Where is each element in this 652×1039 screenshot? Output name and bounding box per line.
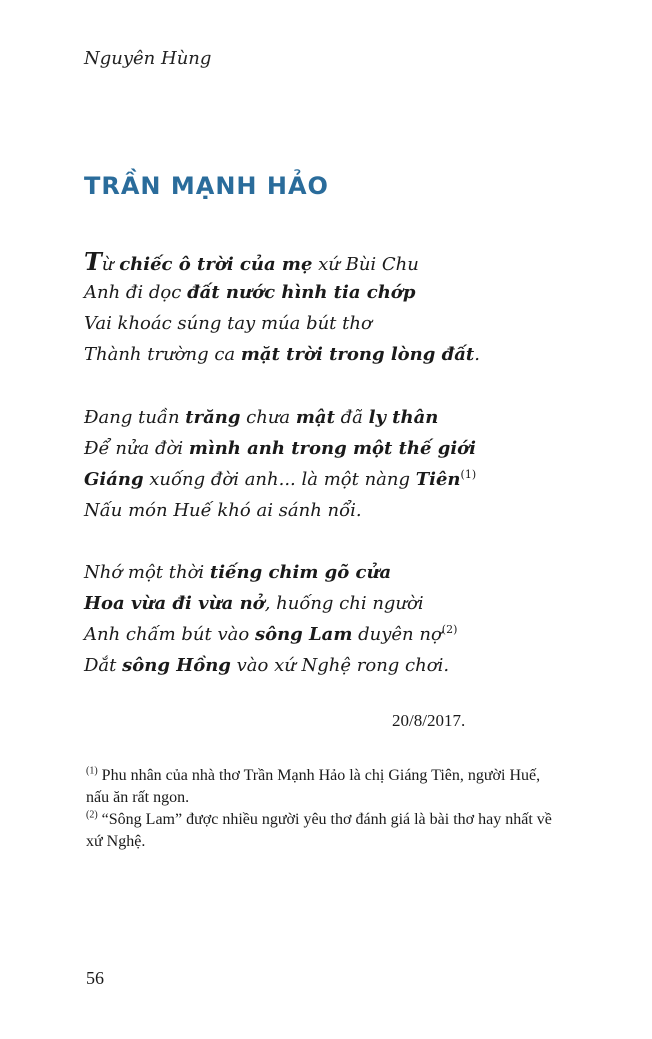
text-run: chưa (240, 407, 296, 428)
text-run: Đang tuần (84, 407, 186, 428)
emphasis-run: đất nước hình tia chớp (187, 282, 416, 303)
footnote-mark: (2) (86, 809, 98, 821)
drop-letter: T (84, 247, 102, 276)
text-run: , huống chi người (264, 593, 424, 614)
footnotes (86, 765, 566, 853)
poem-line (84, 433, 476, 464)
poem-line (84, 339, 480, 370)
emphasis-run: chiếc ô trời của mẹ (119, 254, 313, 275)
emphasis-run: Tiên (415, 469, 461, 490)
poem-line (84, 277, 480, 308)
poem-line (84, 246, 480, 277)
poem-line (84, 619, 457, 650)
emphasis-run: mặt trời trong lòng đất (240, 344, 475, 365)
footnote-1 (86, 765, 566, 809)
emphasis-run: Hoa vừa đi vừa nở (84, 593, 265, 614)
text-run: Anh chấm bút vào (84, 624, 255, 645)
poem-line (84, 308, 480, 339)
text-run: ừ (101, 254, 120, 275)
text-run: Nấu món Huế khó ai sánh nổi. (84, 500, 362, 521)
page-number: 56 (86, 968, 104, 988)
emphasis-run: tiếng chim gõ cửa (209, 562, 392, 583)
text-run: Thành trường ca (84, 344, 241, 365)
text-run: Vai khoác súng tay múa bút thơ (84, 313, 372, 334)
text-run: xứ Bùi Chu (312, 254, 419, 275)
emphasis-run: sông Hồng (122, 655, 231, 676)
text-run: duyên nợ (352, 624, 442, 645)
poem-line (84, 588, 457, 619)
text-run: Anh đi dọc (84, 282, 188, 303)
footnote-text: Phu nhân của nhà thơ Trần Mạnh Hảo là chị Giáng Tiên, người Huế, nấu ăn rất ngon. (86, 767, 541, 806)
emphasis-run: trăng (185, 407, 241, 428)
emphasis-run: Giáng (84, 469, 144, 490)
footnote-ref-1: (1) (460, 468, 477, 481)
emphasis-run: ly thân (368, 407, 439, 428)
text-run: . (474, 344, 480, 365)
emphasis-run: sông Lam (254, 624, 353, 645)
poem-line (84, 495, 476, 526)
poem-line (84, 402, 476, 433)
footnote-mark: (1) (86, 765, 98, 777)
text-run: Nhớ một thời (84, 562, 210, 583)
text-run: vào xứ Nghệ rong chơi. (230, 655, 450, 676)
stanza-1 (84, 246, 480, 370)
running-header-author: Nguyên Hùng (84, 48, 212, 69)
poem-title: TRẦN MẠNH HẢO (84, 172, 329, 200)
footnote-2 (86, 809, 566, 853)
poem-line (84, 650, 457, 681)
emphasis-run: mình anh trong một thế giới (188, 438, 477, 459)
footnote-text: “Sông Lam” được nhiều người yêu thơ đánh giá là bài thơ hay nhất về xứ Nghệ. (86, 811, 552, 850)
text-run: đã (334, 407, 369, 428)
stanza-3 (84, 557, 457, 681)
emphasis-run: mật (295, 407, 335, 428)
text-run: Dắt (84, 655, 123, 676)
footnote-ref-2: (2) (441, 623, 458, 636)
stanza-2 (84, 402, 476, 526)
poem-line (84, 464, 476, 495)
poem-date: 20/8/2017. (392, 711, 466, 730)
poem-line (84, 557, 457, 588)
text-run: xuống đời anh... là một nàng (143, 469, 416, 490)
text-run: Để nửa đời (84, 438, 189, 459)
